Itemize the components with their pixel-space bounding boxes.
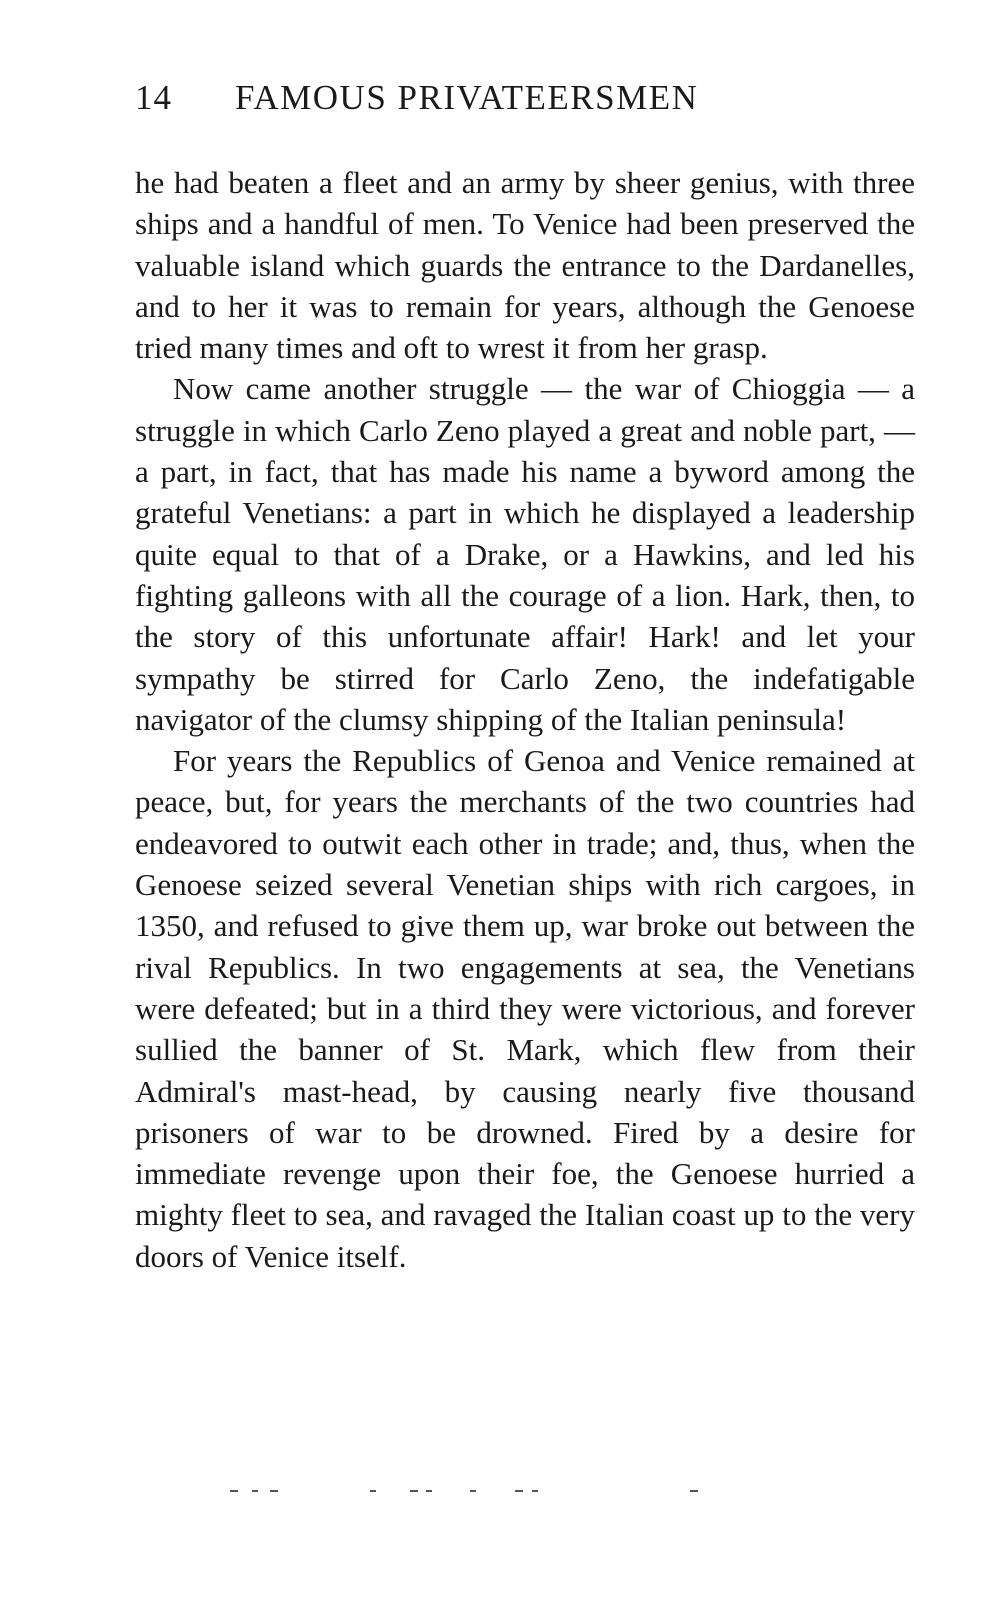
body-text: [135, 162, 915, 1277]
paragraph-continued: he had beaten a fleet and an army by sheer genius, with three ships and a handful of men. To Venice had been preserved the valuable island which guards the entrance to the Dardanelles, and to her it was to remain for years, although the Genoese tried many times and oft to wrest it from her grasp.: [135, 165, 915, 366]
running-title: FAMOUS PRIVATEERSMEN: [235, 78, 699, 117]
paragraph-genoa-venice: For years the Republics of Genoa and Venice remained at peace, but, for years the merchants of the two countries had endeavored to outwit each other in trade; and, thus, when the Genoese seized several Venetian ships with rich cargoes, in 1350, and refused to give them up, war broke out between the rival Republics. In two engagements at sea, the Venetians were defeated; but in a third they were victorious, and forever sullied the banner of St. Mark, which flew from their Admiral's mast-head, by causing nearly five thousand prisoners of war to be drowned. Fired by a desire for immediate revenge upon their foe, the Genoese hurried a mighty fleet to sea, and ravaged the Italian coast up to the very doors of Venice itself.: [135, 743, 915, 1274]
running-head: [135, 78, 915, 128]
paragraph-war-of-chioggia: Now came another struggle — the war of Chioggia — a struggle in which Carlo Zeno played a great and noble part, — a part, in fact, that has made his name a byword among the grateful Venetians: a part in which he displayed a leadership quite equal to that of a Drake, or a Hawkins, and led his fighting galleons with all the courage of a lion. Hark, then, to the story of this unfortunate affair! Hark! and let your sympathy be stirred for Carlo Zeno, the indefatigable navigator of the clumsy shipping of the Italian peninsula!: [135, 371, 915, 737]
footer-print-marks: [230, 1490, 710, 1494]
page-number: 14: [135, 78, 172, 117]
